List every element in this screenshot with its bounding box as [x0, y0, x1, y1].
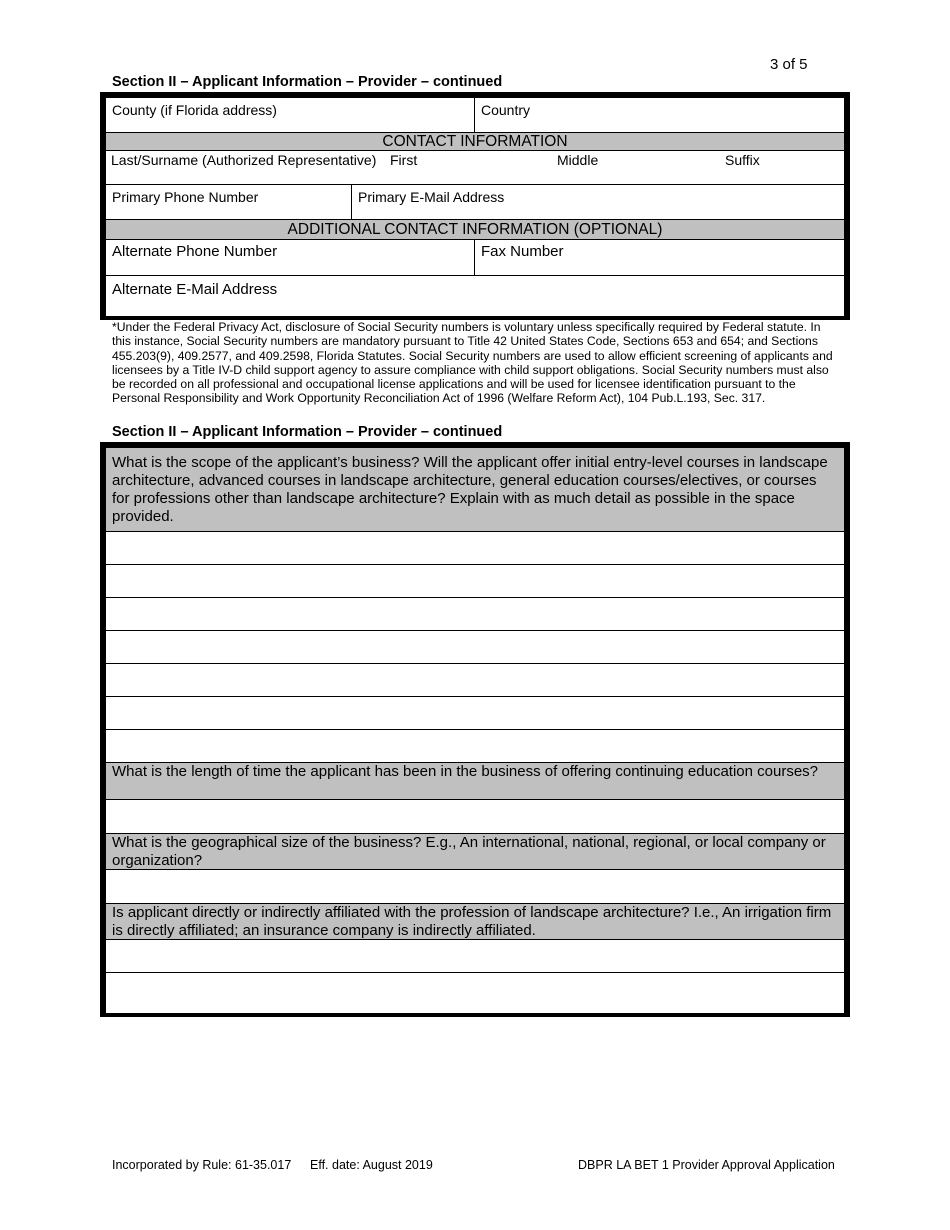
length-answer-line[interactable] [106, 800, 844, 834]
county-label: County (if Florida address) [112, 102, 277, 118]
fax-field[interactable] [474, 240, 844, 275]
alt-email-row [106, 276, 844, 316]
alt-email-field[interactable] [106, 276, 844, 316]
middle-name-label: Middle [557, 152, 599, 168]
scope-answer-line[interactable] [106, 730, 844, 763]
suffix-label: Suffix [725, 152, 760, 168]
section-title-continued: Section II – Applicant Information – Provider – continued [112, 424, 503, 440]
section-title: Section II – Applicant Information – Provider – continued [112, 74, 503, 90]
footer-form-name: DBPR LA BET 1 Provider Approval Application [578, 1158, 835, 1172]
first-name-label: First [390, 152, 418, 168]
scope-answer-line[interactable] [106, 598, 844, 631]
footer-eff-date: Eff. date: August 2019 [310, 1158, 433, 1172]
contact-form [100, 92, 850, 320]
affiliation-answer-line[interactable] [106, 940, 844, 973]
scope-answer-line[interactable] [106, 631, 844, 664]
affiliation-answer-line[interactable] [106, 973, 844, 1005]
alt-phone-label: Alternate Phone Number [112, 243, 278, 260]
country-label: Country [481, 102, 531, 118]
alt-phone-fax-row [106, 240, 844, 276]
county-country-row [106, 98, 844, 133]
business-questions-form [100, 442, 850, 1017]
scope-answer-line[interactable] [106, 664, 844, 697]
scope-answer-line[interactable] [106, 532, 844, 565]
scope-question: What is the scope of the applicant’s business? Will the applicant offer initial entry-level courses in landscape architecture, advanced courses in landscape architecture, general education courses/electives, or courses for professions other than landscape architecture? Explain with as much detail as possible in the space provided. [106, 448, 844, 532]
additional-contact-header: ADDITIONAL CONTACT INFORMATION (OPTIONAL) [106, 220, 844, 240]
county-field[interactable] [106, 98, 474, 132]
last-name-label: Last/Surname (Authorized Representative) [111, 152, 377, 168]
primary-email-label: Primary E-Mail Address [358, 189, 505, 205]
name-field[interactable] [106, 151, 844, 184]
page-number: 3 of 5 [770, 56, 808, 73]
size-answer-line[interactable] [106, 870, 844, 904]
alt-phone-field[interactable] [106, 240, 474, 275]
primary-phone-field[interactable] [106, 185, 351, 219]
size-question: What is the geographical size of the business? E.g., An international, national, regional, or local company or organization? [106, 834, 844, 870]
length-question: What is the length of time the applicant has been in the business of offering continuing education courses? [106, 763, 844, 800]
phone-email-row [106, 185, 844, 220]
affiliation-question: Is applicant directly or indirectly affiliated with the profession of landscape architecture? I.e., An irrigation firm is directly affiliated; an insurance company is indirectly affiliated. [106, 904, 844, 940]
scope-answer-line[interactable] [106, 697, 844, 730]
primary-email-field[interactable] [351, 185, 844, 219]
scope-answer-line[interactable] [106, 565, 844, 598]
alt-email-label: Alternate E-Mail Address [112, 281, 278, 298]
privacy-act-note: *Under the Federal Privacy Act, disclosure of Social Security numbers is voluntary unless specifically required by Federal statute. In this instance, Social Security numbers are mandatory pursuant to Title 42 United States Code, Sections 653 and 654; and Sections 455.203(9), 409.2577, and 409.2598, Florida Statutes. Social Security numbers are used to allow efficient screening of applicants and licensees by a Title IV-D child support agency to assure compliance with child support obligations. Social Security numbers must also be recorded on all professional and occupational license applications and will be used for licensee identification pursuant to the Personal Responsibility and Work Opportunity Reconciliation Act of 1996 (Welfare Reform Act), 104 Pub.L.193, Sec. 317. [112, 320, 833, 406]
fax-label: Fax Number [481, 243, 564, 260]
country-field[interactable] [474, 98, 844, 132]
primary-phone-label: Primary Phone Number [112, 189, 259, 205]
name-row [106, 151, 844, 185]
contact-info-header: CONTACT INFORMATION [106, 133, 844, 151]
footer-rule: Incorporated by Rule: 61-35.017 [112, 1158, 292, 1172]
